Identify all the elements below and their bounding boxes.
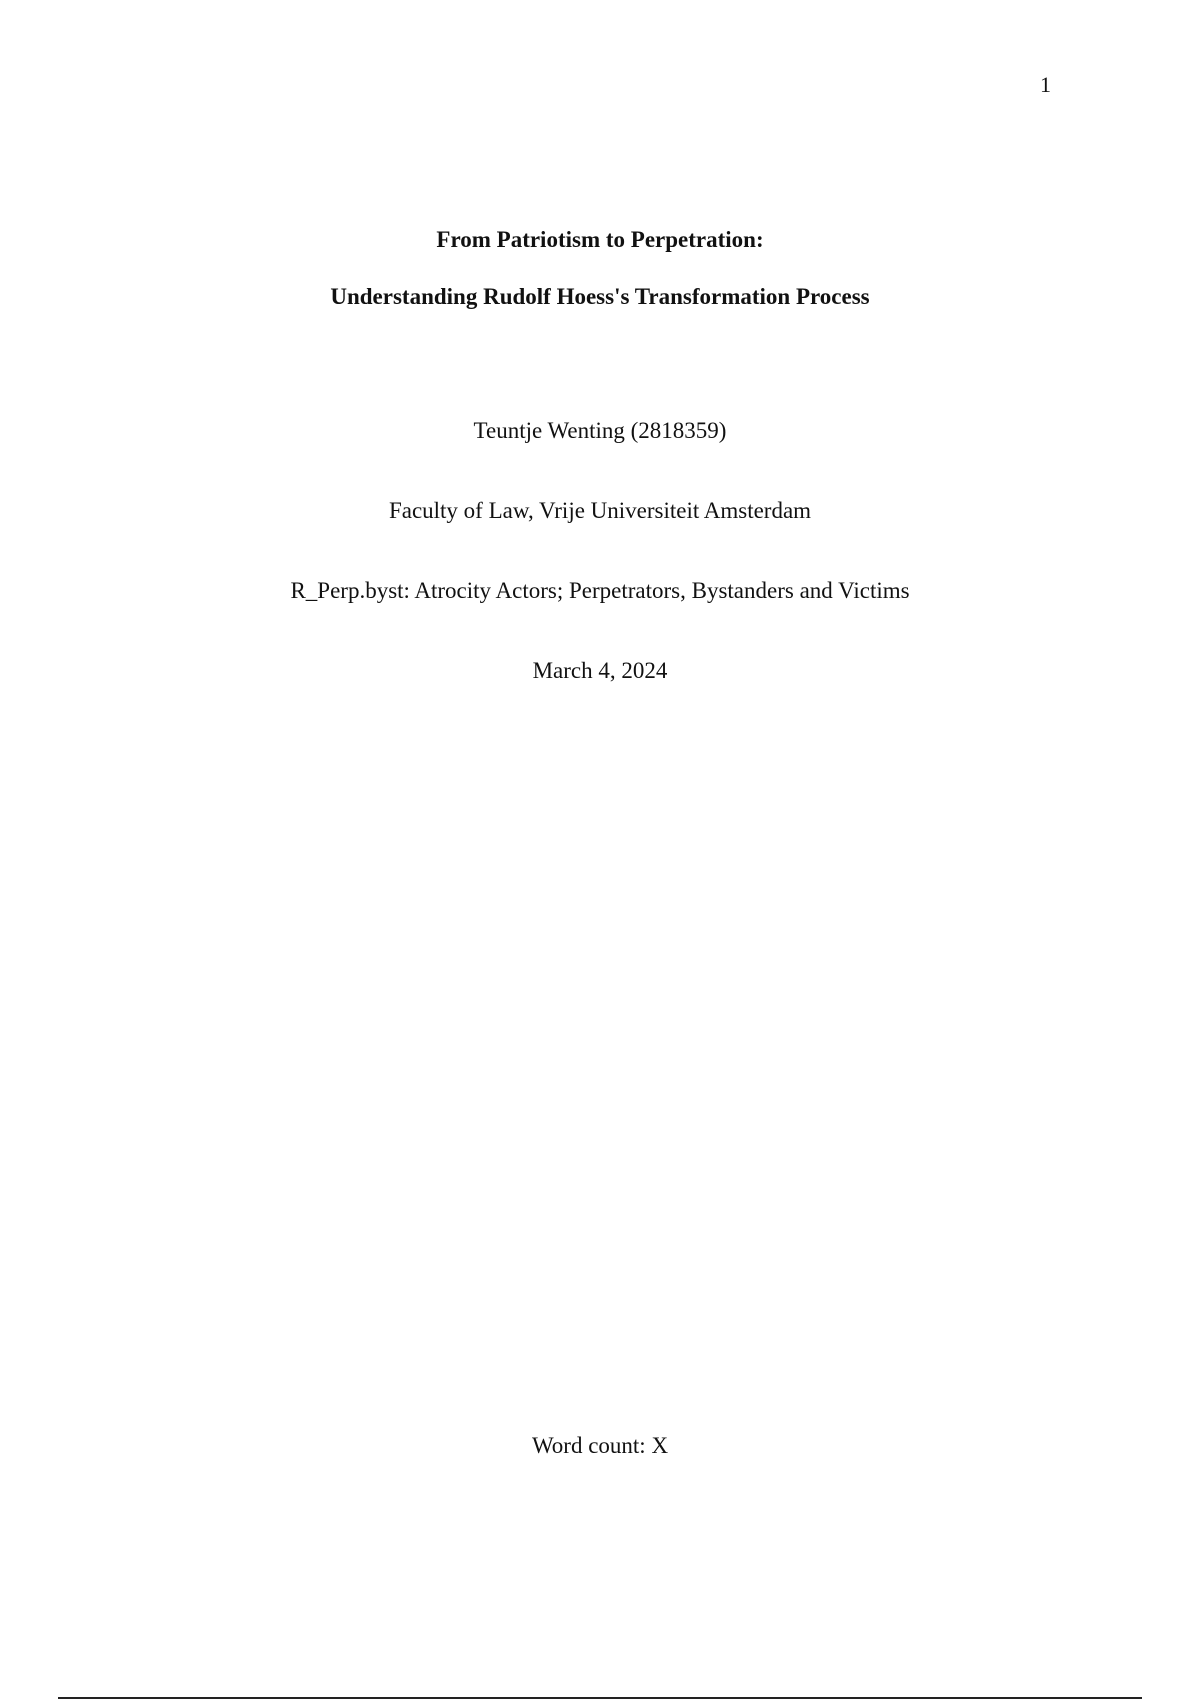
author-name: Teuntje Wenting (2818359) [473,418,727,443]
course-name: R_Perp.byst: Atrocity Actors; Perpetrators, Bystanders and Victims [290,578,910,603]
page-number: 1 [1040,72,1051,97]
page-bottom-rule [58,1697,1142,1699]
title-line-2: Understanding Rudolf Hoess's Transformation Process [330,284,870,309]
title-line-1: From Patriotism to Perpetration: [436,227,764,252]
word-count: Word count: X [531,1433,669,1458]
submission-date: March 4, 2024 [532,658,668,683]
affiliation: Faculty of Law, Vrije Universiteit Amsterdam [388,498,812,523]
